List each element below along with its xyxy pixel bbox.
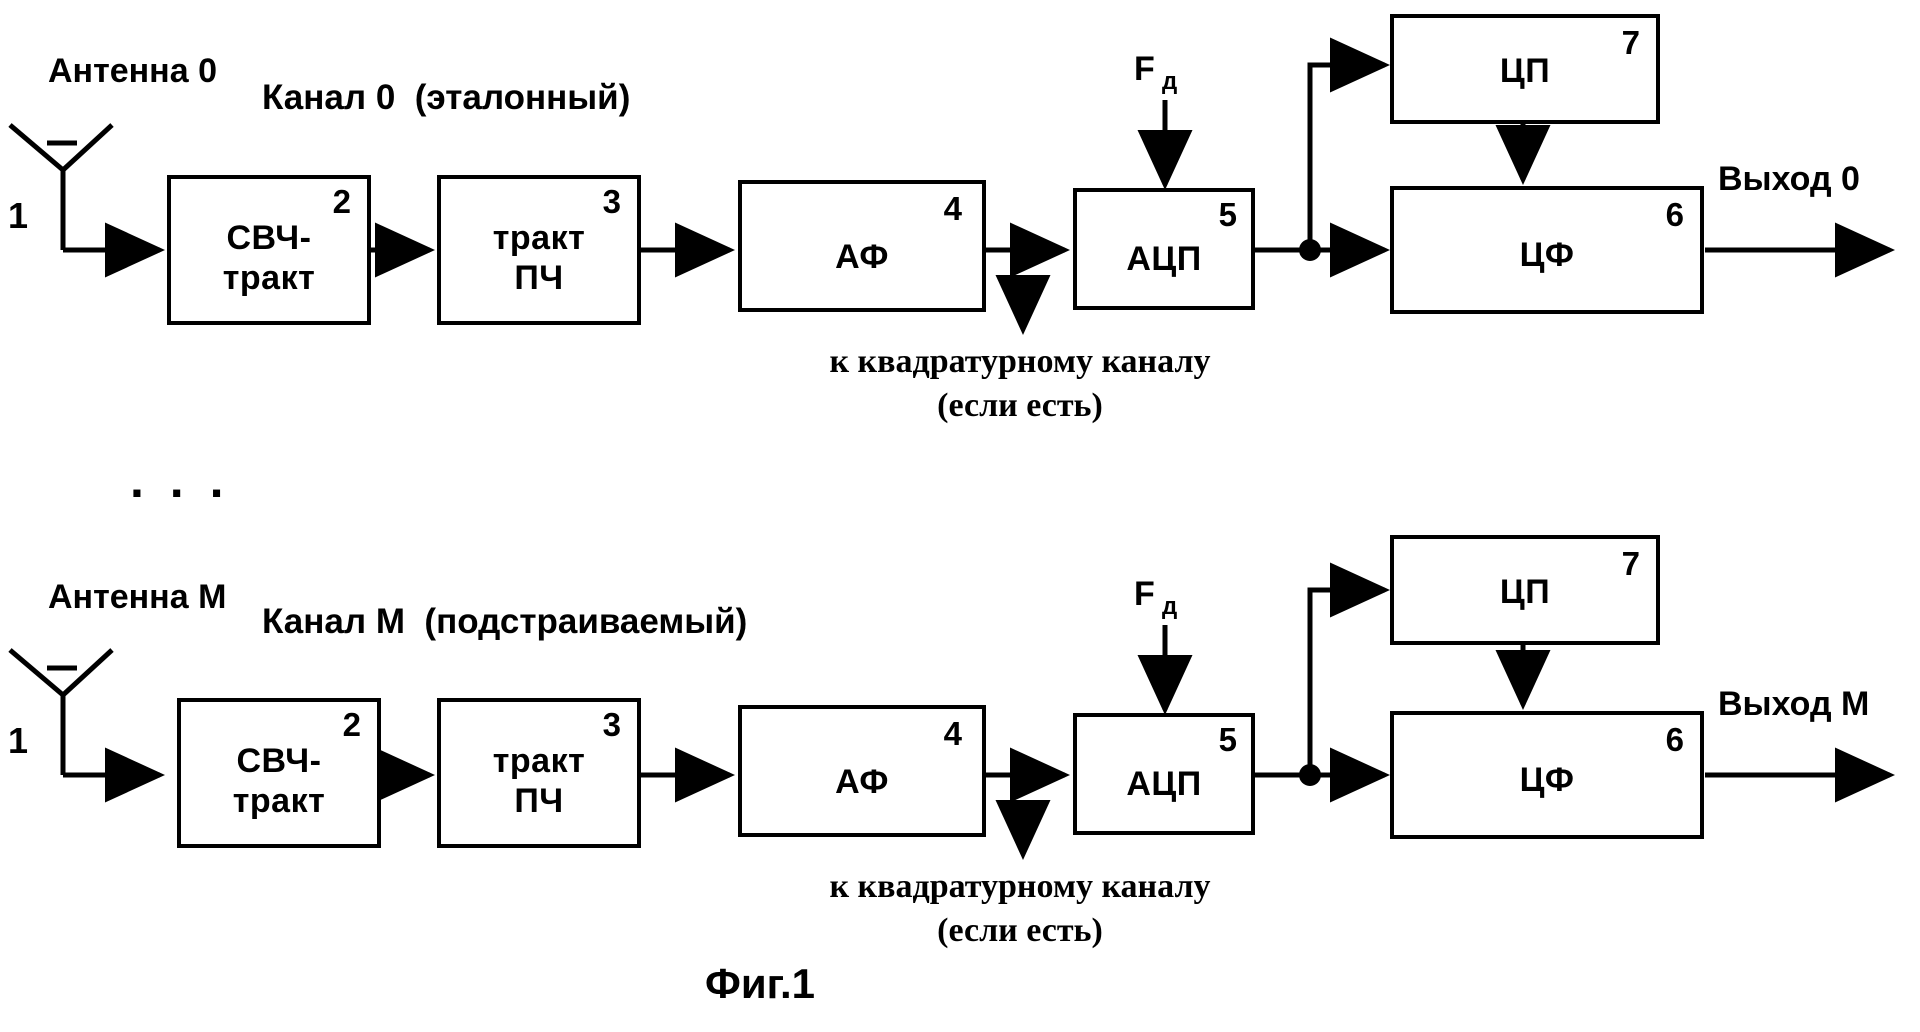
block-label-line1: СВЧ-: [226, 219, 312, 257]
block-af-m[interactable]: [738, 705, 986, 837]
antenna-0-index: 1: [8, 195, 29, 236]
block-number: 7: [1621, 545, 1640, 582]
block-label-line1: ЦП: [1499, 573, 1551, 611]
block-trakt-pch-m[interactable]: [437, 698, 641, 848]
clock-label-m: F: [1134, 575, 1155, 613]
block-label-line2: тракт: [232, 782, 326, 820]
block-label-line1: ЦП: [1499, 52, 1551, 90]
block-trakt-pch-0[interactable]: [437, 175, 641, 325]
quad-note-m-line1: к квадратурному каналу: [829, 868, 1211, 905]
block-af-0[interactable]: [738, 180, 986, 312]
output-label-m: Выход M: [1718, 685, 1870, 723]
clock-label-0: F: [1134, 50, 1155, 88]
block-cp-m[interactable]: [1390, 535, 1660, 645]
block-number: 7: [1621, 24, 1640, 61]
block-label-line1: тракт: [492, 219, 586, 257]
block-cf-m[interactable]: [1390, 711, 1704, 839]
block-number: 2: [342, 706, 361, 743]
clock-sub-m: д: [1162, 593, 1178, 620]
block-cf-0[interactable]: [1390, 186, 1704, 314]
block-acp-0[interactable]: [1073, 188, 1255, 310]
block-svch-trakt-m[interactable]: [177, 698, 381, 848]
block-number: 5: [1218, 721, 1237, 758]
block-label-line2: ПЧ: [514, 782, 564, 820]
block-label-line1: АФ: [835, 238, 889, 276]
quad-note-0-line2: (если есть): [937, 387, 1103, 424]
block-label-line1: АЦП: [1126, 240, 1202, 278]
block-number: 3: [602, 183, 621, 220]
block-label-line1: ЦФ: [1519, 761, 1575, 799]
block-label-line1: СВЧ-: [236, 742, 322, 780]
block-number: 5: [1218, 196, 1237, 233]
block-label-line1: ЦФ: [1519, 236, 1575, 274]
block-number: 6: [1665, 196, 1684, 233]
channel-ellipsis: . . .: [130, 452, 230, 508]
quad-note-m-line2: (если есть): [937, 912, 1103, 949]
antenna-0-label: Антенна 0: [48, 52, 217, 90]
block-number: 3: [602, 706, 621, 743]
block-label-line2: ПЧ: [514, 259, 564, 297]
block-number: 4: [943, 715, 962, 752]
channel-0-title: Канал 0 (эталонный): [262, 78, 631, 117]
output-label-0: Выход 0: [1718, 160, 1860, 198]
block-label-line1: АФ: [835, 763, 889, 801]
block-label-line1: АЦП: [1126, 765, 1202, 803]
block-label-line1: тракт: [492, 742, 586, 780]
channel-m-title: Канал M (подстраиваемый): [262, 602, 748, 641]
antenna-m-index: 1: [8, 720, 29, 761]
block-acp-m[interactable]: [1073, 713, 1255, 835]
block-label-line2: тракт: [222, 259, 316, 297]
block-svch-trakt-0[interactable]: [167, 175, 371, 325]
clock-sub-0: д: [1162, 68, 1178, 95]
antenna-m-label: Антенна M: [48, 578, 227, 616]
block-number: 4: [943, 190, 962, 227]
quad-note-0-line1: к квадратурному каналу: [829, 343, 1211, 380]
block-number: 6: [1665, 721, 1684, 758]
block-number: 2: [332, 183, 351, 220]
block-cp-0[interactable]: [1390, 14, 1660, 124]
figure-caption: Фиг.1: [705, 960, 815, 1007]
